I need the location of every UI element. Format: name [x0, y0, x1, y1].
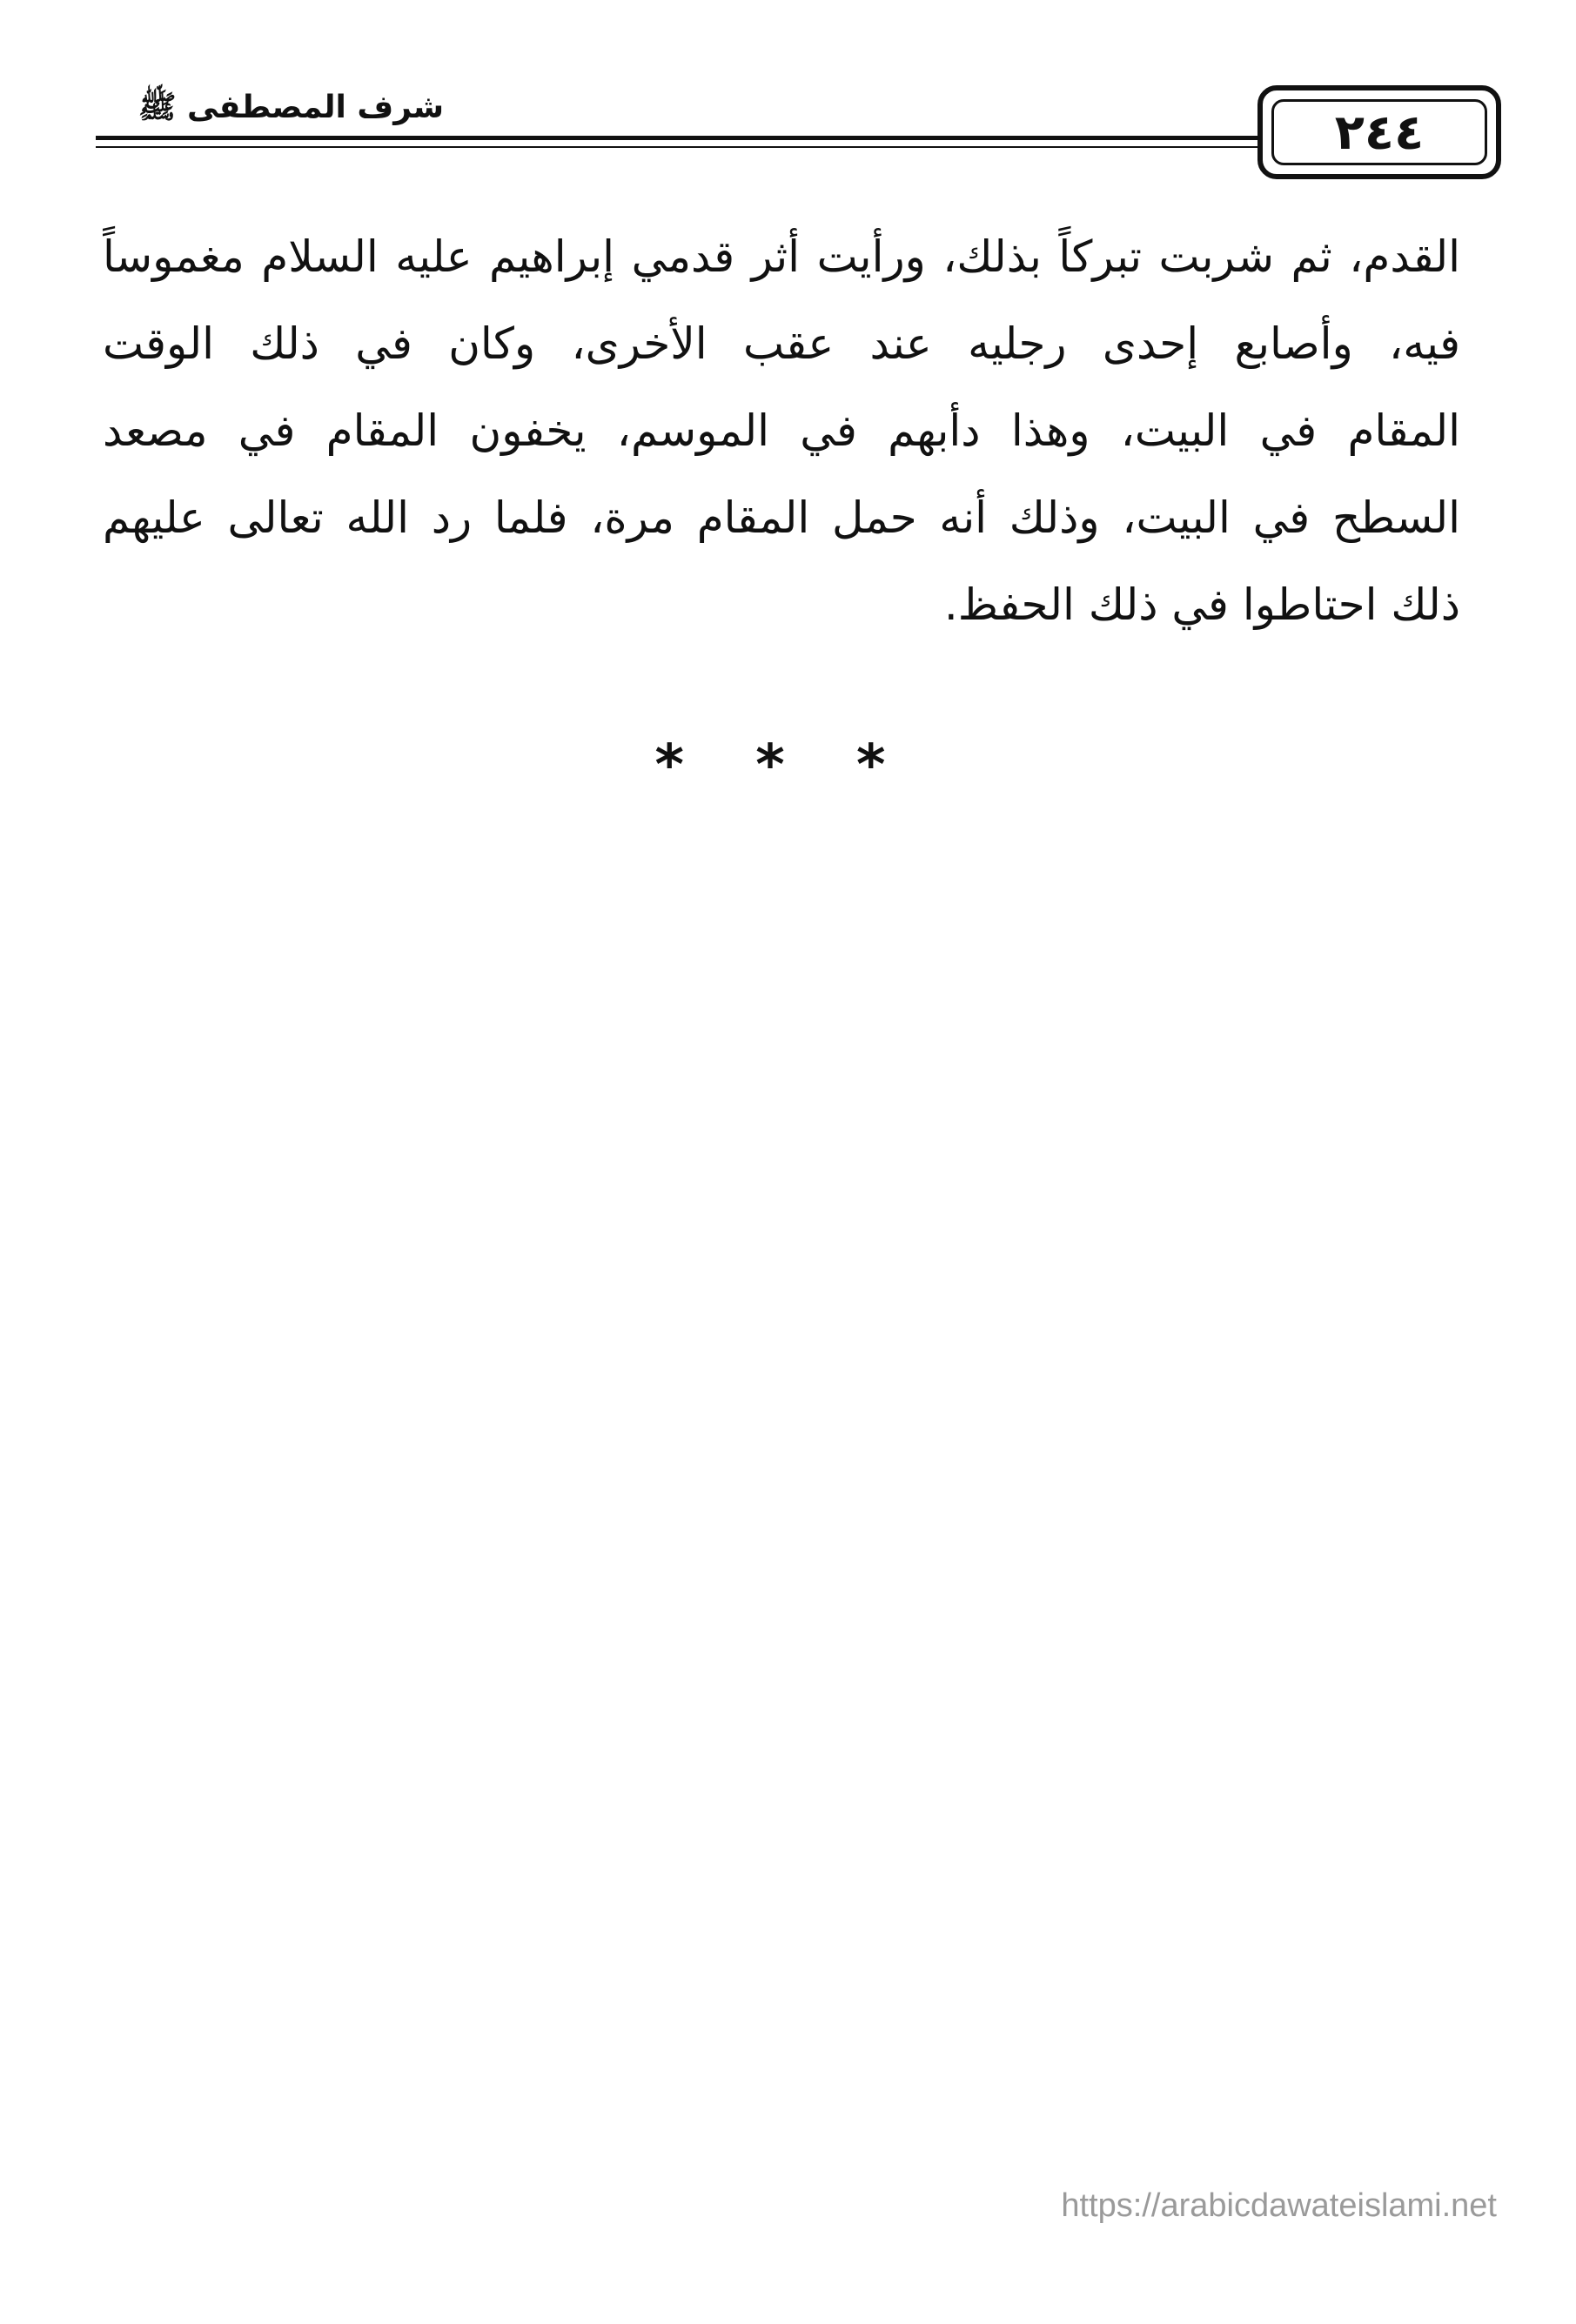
- page-number: ٢٤٤: [1271, 99, 1487, 165]
- section-separator: * * *: [654, 733, 912, 798]
- text-line: فيه، وأصابع إحدى رجليه عند عقب الأخرى، وكان في ذلك الوقت: [103, 318, 1460, 369]
- text-line: السطح في البيت، وذلك أنه حمل المقام مرة، فلما رد الله تعالى عليهم: [103, 492, 1460, 543]
- running-title: شرف المصطفى ﷺ: [137, 90, 444, 125]
- watermark-url: https://arabicdawateislami.net: [1061, 2187, 1497, 2224]
- page-number-frame: [1257, 85, 1501, 179]
- text-line: المقام في البيت، وهذا دأبهم في الموسم، يخفون المقام في مصعد: [103, 405, 1460, 456]
- page-header: [96, 78, 1462, 183]
- text-line: ذلك احتاطوا في ذلك الحفظ.: [943, 579, 1460, 630]
- text-line: القدم، ثم شربت تبركاً بذلك، ورأيت أثر قدمي إبراهيم عليه السلام مغموساً: [103, 231, 1460, 282]
- body-text: [103, 213, 1460, 648]
